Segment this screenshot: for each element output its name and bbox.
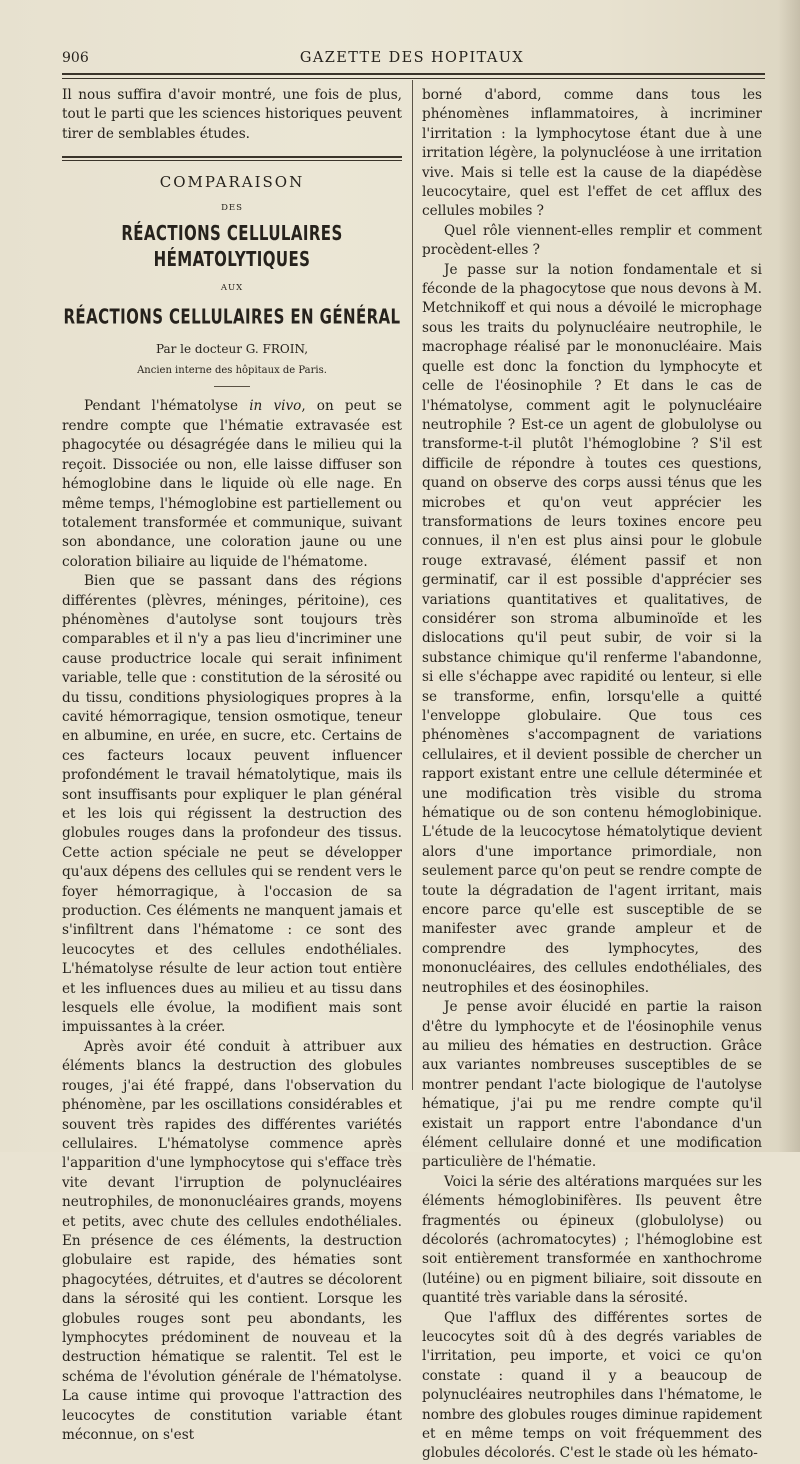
article-paragraph: Bien que se passant dans des régions différentes (plèvres, méninges, péritoine), ces phénomènes d'autolyse sont toujours très comparables et il n'y a pas lieu d'incriminer une cause productrice locale qui serait infiniment variable, telle que : constitution de la sérosité ou du tissu, conditions physiologiques propres à la cavité hémorragique, tension osmotique, teneur en albumine, en urée, en sucre, etc. Certains de ces facteurs locaux peuvent influencer profondément le travail hématolytique, mais ils sont insuffisants pour expliquer le plan général et les lois qui régissent la destruction des globules rouges dans la profondeur des tissus. Cette action spéciale ne peut se développer qu'aux dépens des cellules qui se rendent vers le foyer hémorragique, à l'occasion de sa production. Ces éléments ne manquent jamais et s'infiltrent dans l'hématome : ce sont des leucocytes et des cellules endothéliales. L'hématolyse résulte de leur action tout entière et les influences dues au milieu et au tissu dans lesquels elle évolue, la modifient mais sont impuissantes à la créer. xyxy=(62,573,402,1036)
article-heading-comparaison: COMPARAISON xyxy=(159,173,305,192)
article-heading-des: DES xyxy=(221,202,243,213)
article-paragraph: Pendant l'hématolyse in vivo, on peut se rendre compte que l'hématie extravasée est phagocytée ou désagrégée dans le milieu qui la reçoit. Dissociée ou non, elle laisse diffuser son hémoglobine dans le liquide où elle nage. En même temps, l'hémoglobine est partiellement ou totalement transformée et communique, suivant son abondance, une coloration jaune ou une coloration biliaire au liquide de l'hématome. xyxy=(62,398,402,570)
header-rule-thin xyxy=(62,78,765,79)
page-header xyxy=(62,50,762,72)
page-edge-shadow xyxy=(778,0,800,1152)
byline-rule xyxy=(214,386,250,387)
intro-paragraph: Il nous suffira d'avoir montré, une fois de plus, tout le parti que les sciences historiques peuvent tirer de semblables études. xyxy=(62,87,402,142)
section-rule xyxy=(62,156,402,158)
article-paragraph: Que l'afflux des différentes sortes de leucocytes soit dû à des degrés variables de l'irritation, peu importe, et voici ce qu'on constate : quand il y a beaucoup de polynucléaires neutrophiles dans l'hématome, le nombre des globules rouges diminue rapidement et en même temps on voit fréquemment des globules décolorés. C'est le stade où les hémato- xyxy=(422,1309,762,1462)
article-paragraph: Je pense avoir élucidé en partie la raison d'être du lymphocyte et de l'éosinophile venus au milieu des hématies en destruction. Grâce aux variantes nombreuses susceptibles de se montrer pendant l'acte biologique de l'autolyse hématique, j'ai pu me rendre compte qu'il existait un rapport entre l'abondance d'un élément cellulaire donné et une modification particulière de l'hématie. xyxy=(422,999,762,1171)
article-paragraph: borné d'abord, comme dans tous les phénomènes inflammatoires, à incriminer l'irritation : la lymphocytose étant due à une irritation légère, la polynucléose à une irritation vive. Mais si telle est la cause de la diapédèse leucocytaire, quel est l'effet de cet afflux des cellules mobiles ? xyxy=(422,87,762,220)
section-rule-thin xyxy=(62,160,402,161)
article-title-line-1: RÉACTIONS CELLULAIRES HÉMATOLYTIQUES xyxy=(121,221,343,272)
author-byline: Par le docteur G. FROIN, xyxy=(155,341,309,356)
article-title-line-2: RÉACTIONS CELLULAIRES EN GÉNÉRAL xyxy=(63,304,401,330)
article-paragraph: Après avoir été conduit à attribuer aux éléments blancs la destruction des globules rouges, j'ai été frappé, dans l'observation du phénomène, par les oscillations considérables et souvent très rapides des différentes variétés cellulaires. L'hématolyse commence après l'apparition d'une lymphocytose qui s'efface très vite devant l'irruption de polynucléaires neutrophiles, de mononucléaires grands, moyens et petits, avec chute des cellules endothéliales. En présence de ces éléments, la destruction globulaire est rapide, des hématies sont phagocytées, détruites, et d'autres se décolorent dans la sérosité qui les contient. Lorsque les globules rouges sont peu abondants, les lymphocytes prédominent de nouveau et la destruction hématique se ralentit. Tel est le schéma de l'évolution générale de l'hématolyse. La cause intime qui provoque l'attraction des leucocytes de constitution variable étant méconnue, on s'est xyxy=(62,1038,402,1443)
italic-term: in vivo xyxy=(249,398,302,415)
column-divider xyxy=(412,80,413,1090)
left-column xyxy=(62,86,402,1445)
article-paragraph: Je passe sur la notion fondamentale et si féconde de la phagocytose que nous devons à M. Metchnikoff et qui nous a dévoilé le microphage sous les traits du polynucléaire neutrophile, le macrophage réalisé par le mononucléaire. Mais quelle est donc la fonction du lymphocyte et celle de l'éosinophile ? Et dans le cas de l'hématolyse, comment agit le polynucléaire neutrophile ? Est-ce un agent de globulolyse ou transforme-t-il plutôt l'hémoglobine ? S'il est difficile de répondre à toutes ces questions, quand on observe des corps aussi ténus que les microbes et qu'on veut apprécier les transformations de leurs toxines encore peu connues, il n'en est plus ainsi pour le globule rouge extravasé, élément passif et non germinatif, car il est possible d'apprécier ses variations quantitatives et qualitatives, de considérer son stroma albuminoïde et les dislocations qu'il peut subir, de voir si la substance chimique qu'il renferme l'abandonne, si elle s'échappe avec rapidité ou lenteur, si elle se transforme, enfin, lorsqu'elle a quitté l'enveloppe globulaire. Que tous ces phénomènes s'accompagnent de variations cellulaires, et il devient possible de chercher un rapport existant entre une cellule déterminée et une modification très visible du stroma hématique ou de son contenu hémoglobinique. L'étude de la leucocytose hématolytique devient alors d'une importance primordiale, non seulement parce qu'on peut se rendre compte de toute la dégradation de l'agent irritant, mais encore parce qu'elle est susceptible de se manifester avec grande ampleur et de comprendre des lymphocytes, des mononucléaires, des cellules endothéliales, des neutrophiles et des éosinophiles. xyxy=(422,261,762,996)
page-number: 906 xyxy=(62,50,89,66)
right-column xyxy=(422,86,762,1464)
article-paragraph: Voici la série des altérations marquées sur les éléments hémoglobinifères. Ils peuvent être fragmentés ou épineux (globulolyse) ou décolorés (achromatocytes) ; l'hémoglobine est soit entièrement transformée en xanthochrome (lutéine) ou en pigment biliaire, soit dissoute en quantité très variable dans la sérosité. xyxy=(422,1173,762,1307)
running-title: GAZETTE DES HOPITAUX xyxy=(299,50,525,66)
article-paragraph: Quel rôle viennent-elles remplir et comment procèdent-elles ? xyxy=(422,222,762,259)
header-rule xyxy=(62,73,765,75)
article-heading-aux: AUX xyxy=(220,282,244,293)
author-affiliation: Ancien interne des hôpitaux de Paris. xyxy=(137,365,327,377)
